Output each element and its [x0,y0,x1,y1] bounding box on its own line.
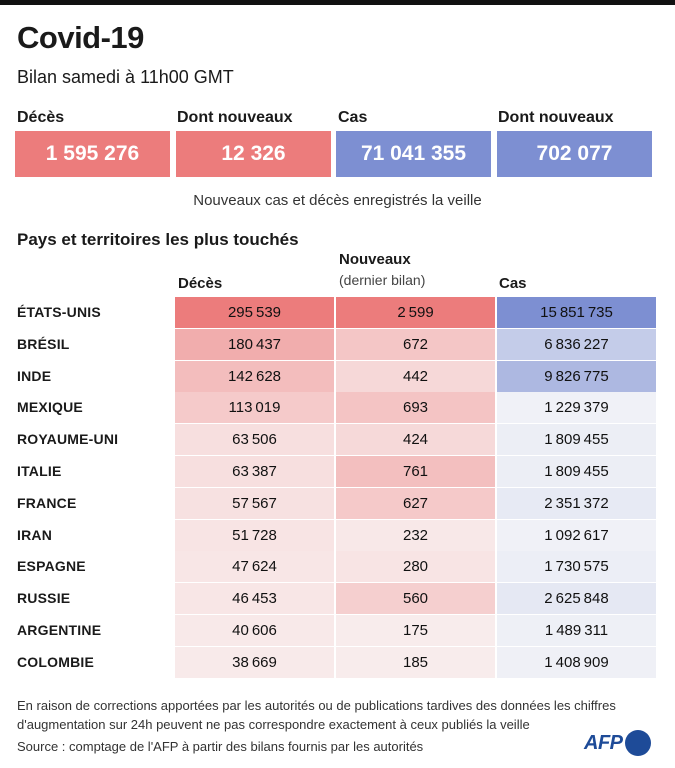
cell-new: 672 [336,329,495,360]
row-label-country: ROYAUME-UNI [17,431,119,448]
cell-new: 693 [336,392,495,423]
footnote-line-2: d'augmentation sur 24h peuvent ne pas correspondre exactement à ceux publiés la veille [17,717,530,732]
kpi-note: Nouveaux cas et décès enregistrés la veille [193,192,482,209]
cell-cases: 9 826 775 [497,361,656,392]
cell-deaths: 63 506 [175,424,334,455]
row-label-country: ARGENTINE [17,622,102,638]
row-label-country: ÉTATS-UNIS [17,304,101,320]
cell-deaths: 47 624 [175,551,334,582]
top-rule [0,0,675,5]
cell-new: 2 599 [336,297,495,328]
kpi-label-new-cases: Dont nouveaux [498,109,614,126]
cell-deaths: 40 606 [175,615,334,646]
cell-new: 627 [336,488,495,519]
cell-new: 424 [336,424,495,455]
kpi-box-cases: 71 041 355 [336,131,491,177]
row-label-country: COLOMBIE [17,653,95,670]
row-label-country: FRANCE [17,494,77,511]
cell-deaths: 295 539 [175,297,334,328]
footnote-line-1: En raison de corrections apportées par les autorités ou de publications tardives des données les chiffres [17,698,616,713]
afp-logo [584,730,651,756]
kpi-label-cases: Cas [338,109,368,126]
cell-new: 280 [336,551,495,582]
cell-cases: 1 092 617 [497,520,656,551]
column-header-cases: Cas [499,275,527,292]
cell-deaths: 63 387 [175,456,334,487]
kpi-box-new-deaths: 12 326 [176,131,331,177]
row-label-country: INDE [17,367,52,384]
row-label-country: BRÉSIL [17,335,70,352]
kpi-label-new-deaths: Dont nouveaux [177,109,293,126]
cell-cases: 2 351 372 [497,488,656,519]
cell-new: 560 [336,583,495,614]
cell-cases: 15 851 735 [497,297,656,328]
column-header-new: Nouveaux [339,251,411,268]
cell-cases: 2 625 848 [497,583,656,614]
cell-cases: 1 809 455 [497,424,656,455]
cell-new: 761 [336,456,495,487]
cell-deaths: 38 669 [175,647,334,678]
cell-deaths: 113 019 [175,392,334,423]
cell-new: 442 [336,361,495,392]
cell-new: 185 [336,647,495,678]
cell-deaths: 57 567 [175,488,334,519]
cell-cases: 1 809 455 [497,456,656,487]
cell-deaths: 51 728 [175,520,334,551]
row-label-country: IRAN [17,526,53,543]
row-label-country: MEXIQUE [17,399,83,416]
cell-cases: 1 408 909 [497,647,656,678]
cell-cases: 6 836 227 [497,329,656,360]
cell-deaths: 46 453 [175,583,334,614]
cell-cases: 1 489 311 [497,615,656,646]
row-label-country: ESPAGNE [17,558,86,575]
row-label-country: ITALIE [17,463,62,479]
cell-deaths: 180 437 [175,329,334,360]
cell-deaths: 142 628 [175,361,334,392]
cell-new: 232 [336,520,495,551]
column-header-deaths: Décès [178,275,223,292]
page-title: Covid-19 [17,20,144,55]
kpi-box-new-cases: 702 077 [497,131,652,177]
cell-new: 175 [336,615,495,646]
kpi-box-deaths: 1 595 276 [15,131,170,177]
column-subheader-new: (dernier bilan) [339,272,426,288]
cell-cases: 1 229 379 [497,392,656,423]
afp-logo-dot-icon [625,730,651,756]
kpi-label-deaths: Décès [17,109,65,126]
row-label-country: RUSSIE [17,590,71,607]
page-subtitle: Bilan samedi à 11h00 GMT [17,67,234,87]
section-title: Pays et territoires les plus touchés [17,230,299,249]
source-note: Source : comptage de l'AFP à partir des bilans fournis par les autorités [17,739,424,754]
afp-logo-text: AFP [584,731,623,754]
cell-cases: 1 730 575 [497,551,656,582]
